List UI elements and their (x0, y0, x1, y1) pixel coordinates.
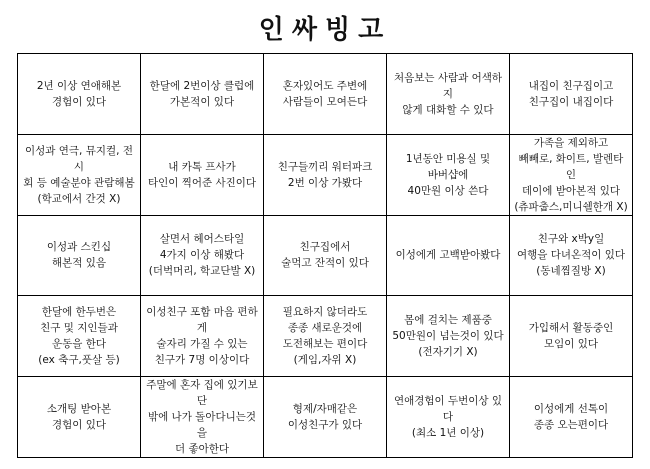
bingo-cell[interactable]: 한달에 2번이상 클럽에 가본적이 있다 (141, 54, 264, 135)
bingo-cell[interactable]: 가족을 제외하고 빼빼로, 화이트, 발렌타인 데이에 받아본적 있다 (츄파춥스,미니쉘한개 X) (510, 134, 633, 215)
bingo-cell[interactable]: 연애경험이 두번이상 있다 (최소 1년 이상) (387, 376, 510, 457)
bingo-cell[interactable]: 살면서 헤어스타일 4가지 이상 해봤다 (더벅머리, 학교단발 X) (141, 215, 264, 296)
bingo-cell[interactable]: 이성에게 고백받아봤다 (387, 215, 510, 296)
bingo-cell[interactable]: 친구들끼리 워터파크 2번 이상 가봤다 (264, 134, 387, 215)
bingo-row (18, 134, 633, 215)
bingo-row (18, 376, 633, 457)
bingo-cell[interactable]: 이성과 연극, 뮤지컬, 전시 회 등 예술분야 관람해봄 (학교에서 간것 X) (18, 134, 141, 215)
bingo-cell[interactable]: 내집이 친구집이고 친구집이 내집이다 (510, 54, 633, 135)
bingo-row (18, 296, 633, 377)
bingo-cell[interactable]: 이성에게 선톡이 종종 오는편이다 (510, 376, 633, 457)
bingo-cell[interactable]: 이성친구 포함 마음 편하게 술자리 가질 수 있는 친구가 7명 이상이다 (141, 296, 264, 377)
bingo-cell[interactable]: 2년 이상 연애해본 경험이 있다 (18, 54, 141, 135)
bingo-cell[interactable]: 친구와 x박y일 여행을 다녀온적이 있다 (동네찜질방 X) (510, 215, 633, 296)
bingo-cell[interactable]: 이성과 스킨십 해본적 있음 (18, 215, 141, 296)
bingo-grid (17, 53, 633, 458)
bingo-cell[interactable]: 주말에 혼자 집에 있기보단 밖에 나가 돌아다니는것을 더 좋아한다 (141, 376, 264, 457)
bingo-cell[interactable]: 몸에 걸치는 제품중 50만원이 넘는것이 있다 (전자기기 X) (387, 296, 510, 377)
bingo-cell[interactable]: 친구집에서 술먹고 잔적이 있다 (264, 215, 387, 296)
bingo-cell[interactable]: 혼자있어도 주변에 사람들이 모여든다 (264, 54, 387, 135)
bingo-cell[interactable]: 한달에 한두번은 친구 및 지인들과 운동을 한다 (ex 축구,풋살 등) (18, 296, 141, 377)
bingo-cell[interactable]: 형제/자매같은 이성친구가 있다 (264, 376, 387, 457)
bingo-row (18, 54, 633, 135)
bingo-cell[interactable]: 필요하지 않더라도 종종 새로운것에 도전해보는 편이다 (게임,자위 X) (264, 296, 387, 377)
bingo-row (18, 215, 633, 296)
bingo-cell[interactable]: 소개팅 받아본 경험이 있다 (18, 376, 141, 457)
bingo-cell[interactable]: 가입해서 활동중인 모임이 있다 (510, 296, 633, 377)
bingo-cell[interactable]: 내 카톡 프사가 타인이 찍어준 사진이다 (141, 134, 264, 215)
page-title: 인싸빙고 (258, 15, 392, 45)
bingo-cell[interactable]: 1년동안 미용실 및 바버샵에 40만원 이상 쓴다 (387, 134, 510, 215)
bingo-cell[interactable]: 처음보는 사람과 어색하지 않게 대화할 수 있다 (387, 54, 510, 135)
